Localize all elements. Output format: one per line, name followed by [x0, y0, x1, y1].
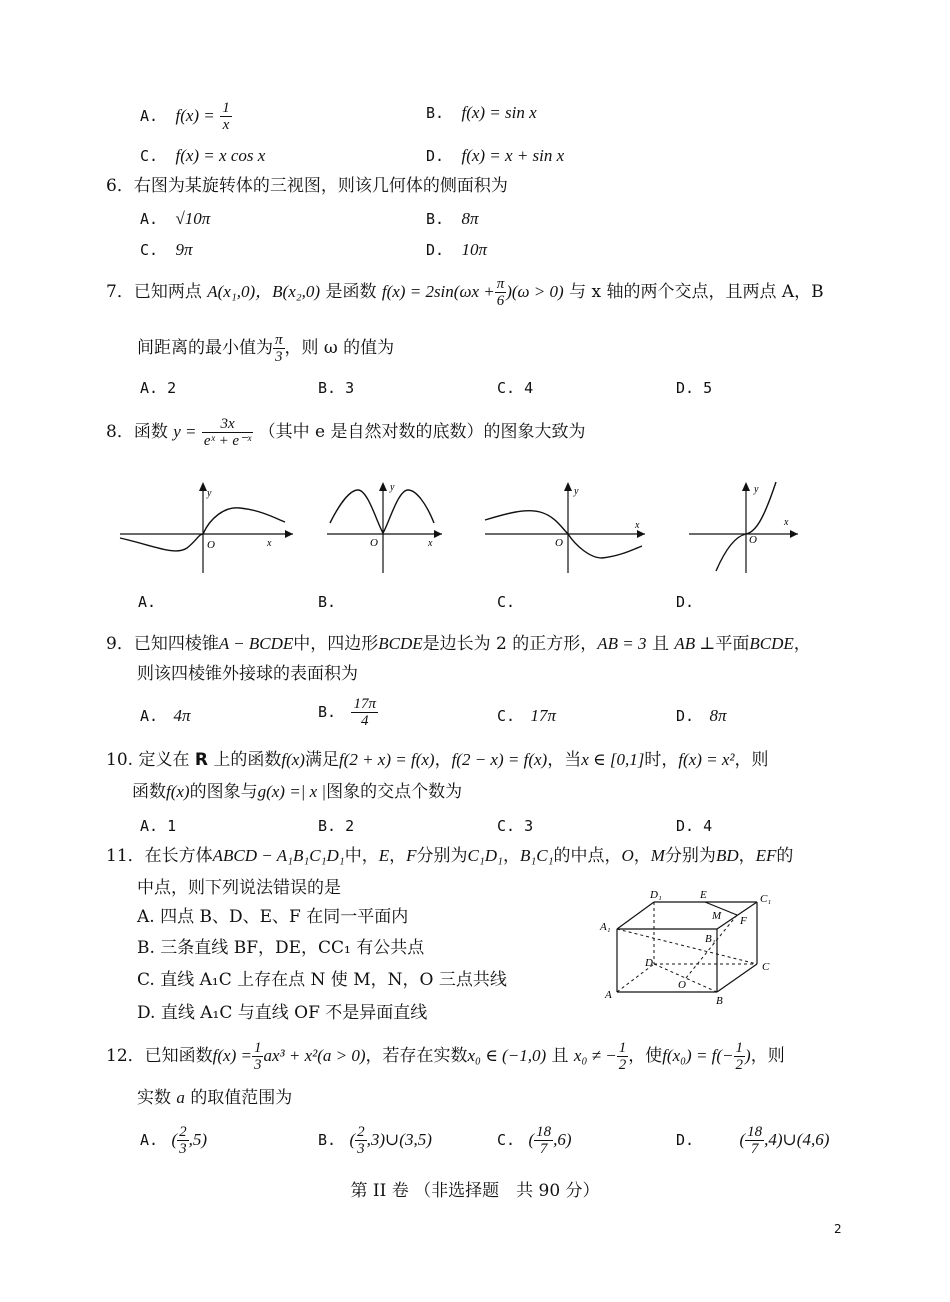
origin-label: O: [207, 539, 215, 551]
option-label: B.: [318, 1131, 337, 1149]
text: 图象的交点个数为: [326, 782, 463, 802]
curve: [330, 490, 434, 533]
q8-graph-b: [322, 478, 447, 578]
q12-option-d: [676, 1124, 829, 1157]
label-m: M: [712, 910, 722, 922]
label-c1: C₁: [760, 893, 772, 905]
math-text: (: [171, 1130, 178, 1149]
math-text: f(x) = sin x: [461, 103, 537, 122]
math-text: E: [378, 846, 390, 865]
math-text: ): [745, 1046, 751, 1065]
math-symbol-reals: R: [194, 750, 208, 770]
math-text: B₁C₁: [519, 846, 554, 865]
text: ，: [793, 634, 811, 654]
text: 是边长为 2 的正方形，: [422, 634, 598, 654]
option-label: A.: [140, 707, 159, 725]
q7-option-b: B. 3: [318, 379, 355, 397]
label-e: E: [700, 889, 707, 901]
option-label: D.: [426, 241, 445, 259]
text: 12．已知函数: [106, 1046, 213, 1066]
option-label: D.: [676, 707, 695, 725]
text: ，: [633, 846, 651, 866]
math-text: f(x): [166, 782, 190, 801]
q6-option-c: [140, 240, 193, 260]
math-text: f(2 − x) = f(x): [451, 750, 548, 769]
q12-stem-line2: [137, 1088, 292, 1108]
q9-option-a: [140, 706, 191, 726]
y-axis-arrow: [742, 482, 750, 491]
fraction: $\frac{3x}{\text{eˣ + e⁻ˣ}}$: [203, 416, 252, 449]
q12-option-a: [140, 1124, 207, 1157]
text: ，则: [750, 1046, 785, 1066]
fraction: $\frac{\pi}{3}$: [275, 332, 283, 365]
math-text: (: [349, 1130, 356, 1149]
math-text: )(ω > 0): [506, 282, 564, 301]
q6-stem: 6．右图为某旋转体的三视图，则该几何体的侧面积为: [106, 176, 508, 196]
text: 的中点，: [553, 846, 622, 866]
q6-option-d: [426, 240, 487, 260]
axis-label-x: x: [267, 538, 272, 549]
math-text: a: [176, 1088, 185, 1107]
math-text: 10π: [461, 240, 487, 259]
axis-label-x: x: [428, 538, 433, 549]
segment-of-hidden: [686, 915, 737, 978]
math-text: y =: [173, 422, 197, 441]
math-text: BCDE: [749, 634, 794, 653]
math-text: f(x) =: [212, 1046, 252, 1065]
math-text: f(2 + x) = f(x): [338, 750, 435, 769]
x-axis-arrow: [790, 530, 798, 538]
text: 的取值范围为: [190, 1088, 293, 1108]
option-label: A.: [140, 107, 159, 125]
label-c: C: [762, 961, 770, 973]
text: 中，四边形: [293, 634, 379, 654]
math-text: 8π: [709, 706, 727, 725]
fraction: $\frac{\pi}{6}$: [496, 276, 505, 309]
label-b1: B₁: [705, 933, 716, 945]
math-text: ,4)∪(4,6): [764, 1130, 830, 1149]
q9-stem-line2: 则该四棱锥外接球的表面积为: [137, 664, 358, 684]
q8-graph-d: [686, 478, 806, 578]
origin-label: O: [749, 534, 757, 546]
math-text: EF: [755, 846, 777, 865]
math-text: (: [739, 1130, 746, 1149]
axis-label-y: y: [574, 486, 579, 497]
text: 的: [776, 846, 794, 866]
fraction: $\frac{17\pi}{4}$: [353, 696, 376, 729]
q11-option-a: A. 四点 B、D、E、F 在同一平面内: [137, 907, 409, 927]
q8-graph-c: [480, 478, 650, 578]
axis-label-y: y: [390, 482, 395, 493]
fraction: $\frac{1}{3}$: [253, 1040, 262, 1073]
math-text: AB ⊥: [674, 634, 716, 653]
q8-label-d: D.: [676, 593, 695, 611]
axis-label-y: y: [207, 488, 212, 499]
text: 分别为: [416, 846, 468, 866]
q5-option-c: [140, 146, 265, 166]
math-text: 8π: [461, 209, 479, 228]
math-text: BD: [715, 846, 739, 865]
edge-a1d1: [617, 902, 654, 929]
text: 满足: [304, 750, 339, 770]
q11-stem-line2: 中点，则下列说法错误的是: [137, 878, 341, 898]
x-axis-arrow: [285, 530, 293, 538]
math-text: √10π: [175, 209, 211, 228]
x-axis-arrow: [637, 530, 645, 538]
math-text: C₁D₁: [467, 846, 503, 865]
fraction: $\frac{1}{x}$: [222, 100, 230, 133]
math-text: f(x) = x + sin x: [461, 146, 565, 165]
math-text: f(x₀) = f(−: [662, 1046, 734, 1065]
label-o: O: [678, 979, 686, 991]
q11-option-d: D. 直线 A₁C 与直线 OF 不是异面直线: [137, 1003, 428, 1023]
option-label: B.: [426, 210, 445, 228]
math-text: f(x): [281, 750, 305, 769]
q10-option-d: D. 4: [676, 817, 713, 835]
math-text: f(x) = x cos x: [175, 146, 266, 165]
fraction: $\frac{1}{2}$: [618, 1040, 627, 1073]
q8-stem: [106, 416, 586, 449]
math-text: f(x) =: [175, 106, 215, 125]
text: 10. 定义在: [106, 750, 190, 770]
edge-bc: [717, 964, 757, 992]
text: 7．已知两点: [106, 282, 202, 302]
label-b: B: [716, 995, 723, 1007]
text: 平面: [715, 634, 750, 654]
q9-option-b: [318, 696, 378, 729]
fraction: $\frac{1}{2}$: [735, 1040, 744, 1073]
text: 11．在长方体: [106, 846, 213, 866]
diagonal-a1c-hidden: [617, 929, 757, 964]
q6-option-a: [140, 209, 210, 229]
q8-label-c: C.: [497, 593, 516, 611]
text: ，则 ω 的值为: [284, 338, 395, 358]
math-text: ,5): [188, 1130, 208, 1149]
option-label: C.: [140, 147, 159, 165]
label-f: F: [740, 915, 747, 927]
text: ，: [389, 846, 407, 866]
y-axis-arrow: [564, 482, 572, 491]
text: 上的函数: [213, 750, 282, 770]
q11-option-b: B. 三条直线 BF，DE，CC₁ 有公共点: [137, 938, 425, 958]
text: 分别为: [664, 846, 716, 866]
label-a: A: [605, 989, 612, 1001]
math-text: ax³ + x²(a > 0): [263, 1046, 366, 1065]
math-text: O: [621, 846, 634, 865]
q12-stem-line1: [106, 1040, 785, 1073]
axis-label-x: x: [784, 517, 789, 528]
q10-option-c: C. 3: [497, 817, 534, 835]
text: （其中 e 是自然对数的底数）的图象大致为: [258, 422, 586, 442]
q12-option-c: [497, 1124, 572, 1157]
fraction: $\frac{2}{3}$: [179, 1124, 187, 1157]
label-d: D: [645, 957, 653, 969]
q7-option-c: C. 4: [497, 379, 534, 397]
text: 间距离的最小值为: [137, 338, 273, 358]
q8-label-a: A.: [138, 593, 157, 611]
text: ，: [502, 846, 520, 866]
x-axis-arrow: [434, 530, 442, 538]
option-label: A.: [140, 1131, 159, 1149]
option-label: C.: [140, 241, 159, 259]
math-text: AB = 3: [597, 634, 647, 653]
math-text: A − BCDE: [218, 634, 294, 653]
label-d1: D₁: [650, 889, 662, 901]
axis-label-x: x: [635, 520, 640, 531]
math-text: ,3)∪(3,5): [366, 1130, 432, 1149]
math-text: 17π: [530, 706, 556, 725]
fraction: $\frac{18}{7}$: [747, 1124, 763, 1157]
q8-graph-a: [115, 478, 300, 578]
math-text: BCDE: [378, 634, 423, 653]
text: ，: [738, 846, 756, 866]
option-label: B.: [318, 703, 337, 721]
text: 且: [651, 634, 669, 654]
math-text: g(x) =| x |: [257, 782, 327, 801]
math-text: 9π: [175, 240, 193, 259]
q5-option-a: [140, 100, 232, 133]
math-text: (: [528, 1130, 535, 1149]
math-text: 4π: [173, 706, 191, 725]
q5-option-b: [426, 103, 537, 123]
text: ，: [434, 750, 452, 770]
text: 是函数: [325, 282, 377, 302]
q11-stem-line1: [106, 846, 793, 866]
q7-stem-line1: [106, 276, 824, 309]
math-text: x ∈ [0,1]: [581, 750, 645, 769]
origin-label: O: [370, 537, 378, 549]
q10-stem-line2: [132, 782, 462, 802]
math-text: A(x₁,0)，B(x₂,0): [207, 282, 321, 301]
text: ，若存在实数: [365, 1046, 468, 1066]
q7-stem-line2: [137, 332, 394, 365]
text: 实数: [137, 1088, 171, 1108]
q11-option-c: C. 直线 A₁C 上存在点 N 使 M，N，O 三点共线: [137, 970, 507, 990]
text: 时，: [644, 750, 679, 770]
text: ，使: [628, 1046, 663, 1066]
q12-option-b: [318, 1124, 432, 1157]
option-label: D.: [426, 147, 445, 165]
text: 8．函数: [106, 422, 168, 442]
text: 的图象与: [189, 782, 258, 802]
q9-option-c: [497, 706, 556, 726]
text: ，当: [547, 750, 582, 770]
q10-option-b: B. 2: [318, 817, 355, 835]
q11-cuboid-figure: [592, 884, 787, 1009]
y-axis-arrow: [199, 482, 207, 491]
fraction: $\frac{18}{7}$: [536, 1124, 552, 1157]
math-text: x₀ ≠ −: [573, 1046, 617, 1065]
math-text: f(x) = 2sin(ωx +: [381, 282, 495, 301]
text: 函数: [132, 782, 166, 802]
q7-option-a: A. 2: [140, 379, 177, 397]
section-title: 第 II 卷 （非选择题 共 90 分）: [350, 1181, 600, 1201]
page-number: 2: [834, 1222, 842, 1236]
option-label: A.: [140, 210, 159, 228]
y-axis-arrow: [379, 482, 387, 491]
text: 9．已知四棱锥: [106, 634, 219, 654]
math-text: ABCD − A₁B₁C₁D₁: [212, 846, 345, 865]
text: ，则: [734, 750, 769, 770]
axis-label-y: y: [754, 484, 759, 495]
math-text: ,6): [553, 1130, 572, 1149]
fraction: $\frac{2}{3}$: [357, 1124, 365, 1157]
label-a1: A₁: [600, 921, 611, 933]
q6-option-b: [426, 209, 479, 229]
math-text: x₀ ∈ (−1,0): [467, 1046, 547, 1065]
q10-stem-line1: [106, 750, 769, 770]
q9-option-d: [676, 706, 727, 726]
q10-option-a: A. 1: [140, 817, 177, 835]
text: 且: [551, 1046, 569, 1066]
math-text: f(x) = x²: [678, 750, 735, 769]
text: 中，: [344, 846, 379, 866]
option-label: C.: [497, 707, 516, 725]
text: 与 x 轴的两个交点，且两点 A，B: [569, 282, 824, 302]
math-text: M: [650, 846, 665, 865]
option-label: D.: [676, 1131, 695, 1149]
q8-label-b: B.: [318, 593, 337, 611]
math-text: F: [406, 846, 417, 865]
q7-option-d: D. 5: [676, 379, 713, 397]
option-label: B.: [426, 104, 445, 122]
q9-stem-line1: [106, 634, 811, 654]
option-label: C.: [497, 1131, 516, 1149]
q5-option-d: [426, 146, 564, 166]
origin-label: O: [555, 537, 563, 549]
